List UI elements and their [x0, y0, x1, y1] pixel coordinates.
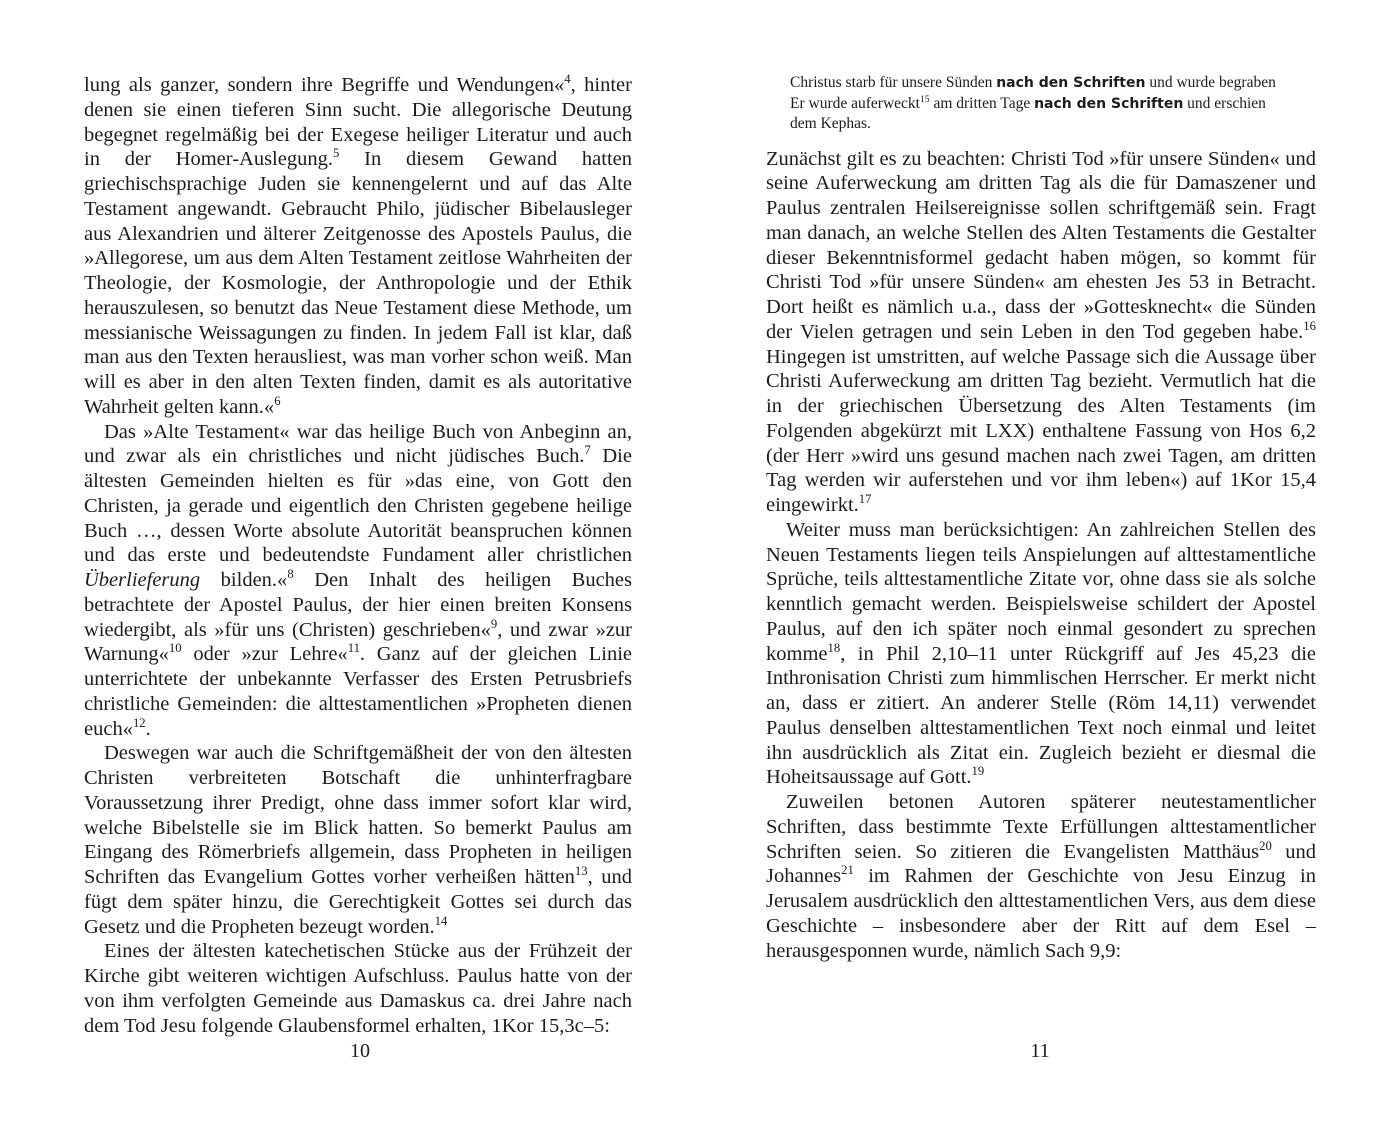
paragraph	[84, 73, 632, 420]
footnote-ref: 16	[1303, 318, 1316, 333]
text-run: Hingegen ist umstritten, auf welche Passage sich die Aussage über Christi Auferweckung am dritten Tag bezieht. Vermutlich hat die in der griechischen Übersetzung des Alten Testaments (im Folgenden abgekürzt mit LXX) enthaltene Fassung von Hos 6,2 (der Herr »wird uns gesund machen nach zwei Tagen, am dritten Tag werden wir auferstehen und vor ihm leben«) auf 1Kor 15,4 eingewirkt.	[766, 345, 1316, 516]
footnote-ref: 13	[574, 864, 588, 879]
text-run: Den Inhalt des heiligen Buches betrachtete der Apostel Paulus, der hier einen breiten Konsens wiedergibt, als »für uns (Christen) geschrieben«	[84, 569, 632, 641]
text-run: und wurde begraben	[1145, 74, 1276, 91]
block-quote	[790, 73, 1316, 135]
paragraph	[766, 147, 1316, 518]
text-run: oder »zur Lehre«	[181, 643, 348, 666]
paragraph	[84, 741, 632, 939]
text-run: , und fügt dem später hinzu, die Gerechtigkeit Gottes sei durch das Gesetz und die Propheten bezeugt worden.	[84, 866, 633, 938]
emphasis-text: Überlieferung	[84, 569, 201, 591]
text-run: Er wurde auferweckt	[790, 94, 920, 112]
footnote-ref: 18	[827, 640, 841, 655]
bold-text: nach den Schriften	[1034, 95, 1184, 112]
page-number-left: 10	[350, 1040, 370, 1062]
footnote-ref: 19	[971, 764, 985, 779]
text-run: dem Kephas.	[790, 115, 871, 132]
footnote-ref: 14	[434, 913, 448, 928]
text-run: , und zwar »zur Warnung«	[84, 618, 633, 666]
footnote-ref: 4	[564, 72, 571, 87]
quote-line	[790, 114, 1316, 135]
text-run: Weiter muss man berücksichtigen: An zahlreichen Stellen des Neuen Testaments liegen teils Anspielungen auf alttestamentliche Sprüche, teils alttestamentliche Zitate vor, ohne dass sie als solche kenntlich gemacht werden. Beispielsweise schildert der Apostel Paulus, auf den ich später noch einmal gesondert zu sprechen komme	[766, 518, 1316, 665]
text-run: , hinter denen sie einen tieferen Sinn sucht. Die allegorische Deutung begegnet regelmäßig bei der Exegese heiliger Literatur und auch in der Homer-Auslegung.	[84, 74, 632, 171]
bold-text: nach den Schriften	[996, 75, 1146, 91]
footnote-ref: 21	[841, 863, 854, 878]
text-run: bilden.«	[200, 569, 288, 591]
footnote-ref: 8	[287, 567, 294, 582]
footnote-ref: 9	[490, 616, 498, 631]
text-run: .	[145, 717, 151, 740]
paragraph	[766, 518, 1316, 790]
text-run: Zuweilen betonen Autoren späterer neutestamentlicher Schriften, dass bestimmte Texte Erfüllungen alttestamentlicher Schriften seien. So zitieren die Evangelisten Matthäus	[766, 791, 1316, 863]
page-number-right: 11	[1030, 1040, 1050, 1062]
text-run: und erschien	[1183, 94, 1266, 112]
footnote-ref: 7	[584, 443, 591, 458]
footnote-ref: 6	[274, 393, 281, 408]
text-run: Das »Alte Testament« war das heilige Buch von Anbeginn an, und zwar als ein christliches und nicht jüdisches Buch.	[84, 420, 632, 468]
footnote-ref: 17	[858, 492, 872, 507]
footnote-ref: 5	[332, 146, 340, 161]
text-run: , in Phil 2,10–11 unter Rückgriff auf Jes 45,23 die Inthronisation Christi zum himmlischen Herrscher. Er merkt nicht an, dass er zitiert. An anderer Stelle (Röm 14,11) verwendet Paulus denselben alttestamentlichen Text noch einmal und leitet ihn ausdrücklich als Zitat ein. Zugleich bezieht er diesmal die Hoheitsaussage auf Gott.	[766, 642, 1316, 789]
footnote-ref: 15	[919, 93, 930, 105]
text-run: In diesem Gewand hatten griechischsprachige Juden sie kennengelernt und auf das Alte Testament angewandt. Gebraucht Philo, jüdischer Bibelausleger aus Alexandrien und älterer Zeitgenosse des Apostels Paulus, die »Allegorese, um aus dem Alten Testament zeitlose Wahrheiten der Theologie, der Kosmologie, der Anthropologie und der Ethik herauszulesen, so benutzt das Neue Testament diese Methode, um messianische Weissagungen zu finden. In jedem Fall ist klar, daß man aus den Texten herausliest, was man vorher schon weiß. Man will es aber in den alten Texten finden, damit es als autoritative Wahrheit gelten kann.«	[84, 148, 632, 418]
text-run: Deswegen war auch die Schriftgemäßheit der von den ältesten Christen verbreiteten Botschaft die unhinterfragbare Voraussetzung ihrer Predigt, ohne dass immer sofort klar wird, welche Bibelstelle sie im Blick hatten. So bemerkt Paulus am Eingang des Römerbriefs allgemein, dass Propheten in heiligen Schriften das Evangelium Gottes vorher verheißen hätten	[84, 742, 632, 888]
text-run: Zunächst gilt es zu beachten: Christi Tod »für unsere Sünden« und seine Auferweckung am dritten Tag als die für Damaszener und Paulus zentralen Heilsereignisse sollen schriftgemäß sein. Fragt man danach, an welche Stellen des Alten Testaments die Gestalter dieser Bekenntnisformel gedacht haben mögen, so kommt für Christi Tod »für unsere Sünden« am ehesten Jes 53 in Betracht. Dort heißt es nämlich u.a., dass der »Gottesknecht« die Sünden der Vielen getragen und sein Leben in den Tod gegeben habe.	[766, 147, 1316, 343]
footnote-ref: 12	[132, 715, 146, 730]
text-run: . Ganz auf der gleichen Linie unterrichtete der unbekannte Verfasser des Ersten Petrusbriefs christliche Gemeinden: die alttestamentlichen »Propheten dienen euch«	[84, 643, 632, 740]
text-run: Christus starb für unsere Sünden	[790, 74, 997, 91]
right-page	[766, 73, 1316, 963]
paragraph	[84, 420, 632, 742]
footnote-ref: 10	[168, 641, 182, 656]
paragraph	[766, 790, 1316, 963]
text-run: im Rahmen der Geschichte von Jesu Einzug in Jerusalem ausdrücklich den alttestamentlichen Vers, aus dem diese Geschichte – insbesondere aber der Ritt auf dem Esel – herausgesponnen wurde, nämlich Sach 9,9:	[766, 865, 1316, 962]
text-run: Die ältesten Gemeinden hielten es für »das eine, von Gott den Christen, ja gerade und eigentlich den Christen gegebene heilige Buch …, dessen Worte absolute Autorität beanspruchen können und das erste und bedeutendste Fundament aller christlichen	[84, 445, 632, 567]
text-run: lung als ganzer, sondern ihre Begriffe und Wendungen«	[84, 74, 565, 96]
quote-line	[790, 94, 1316, 115]
text-run: Eines der ältesten katechetischen Stücke aus der Frühzeit der Kirche gibt weiteren wichtigen Aufschluss. Paulus hatte von der von ihm verfolgten Gemeinde aus Damaskus ca. drei Jahre nach dem Tod Jesu folgende Glaubensformel erhalten, 1Kor 15,3c–5:	[84, 940, 632, 1037]
footnote-ref: 11	[347, 641, 360, 656]
quote-line	[790, 73, 1316, 94]
left-page	[84, 73, 632, 1038]
text-run: am dritten Tage	[929, 94, 1035, 112]
text-run: und Johannes	[766, 840, 1316, 888]
footnote-ref: 20	[1259, 838, 1272, 853]
paragraph	[84, 939, 632, 1038]
